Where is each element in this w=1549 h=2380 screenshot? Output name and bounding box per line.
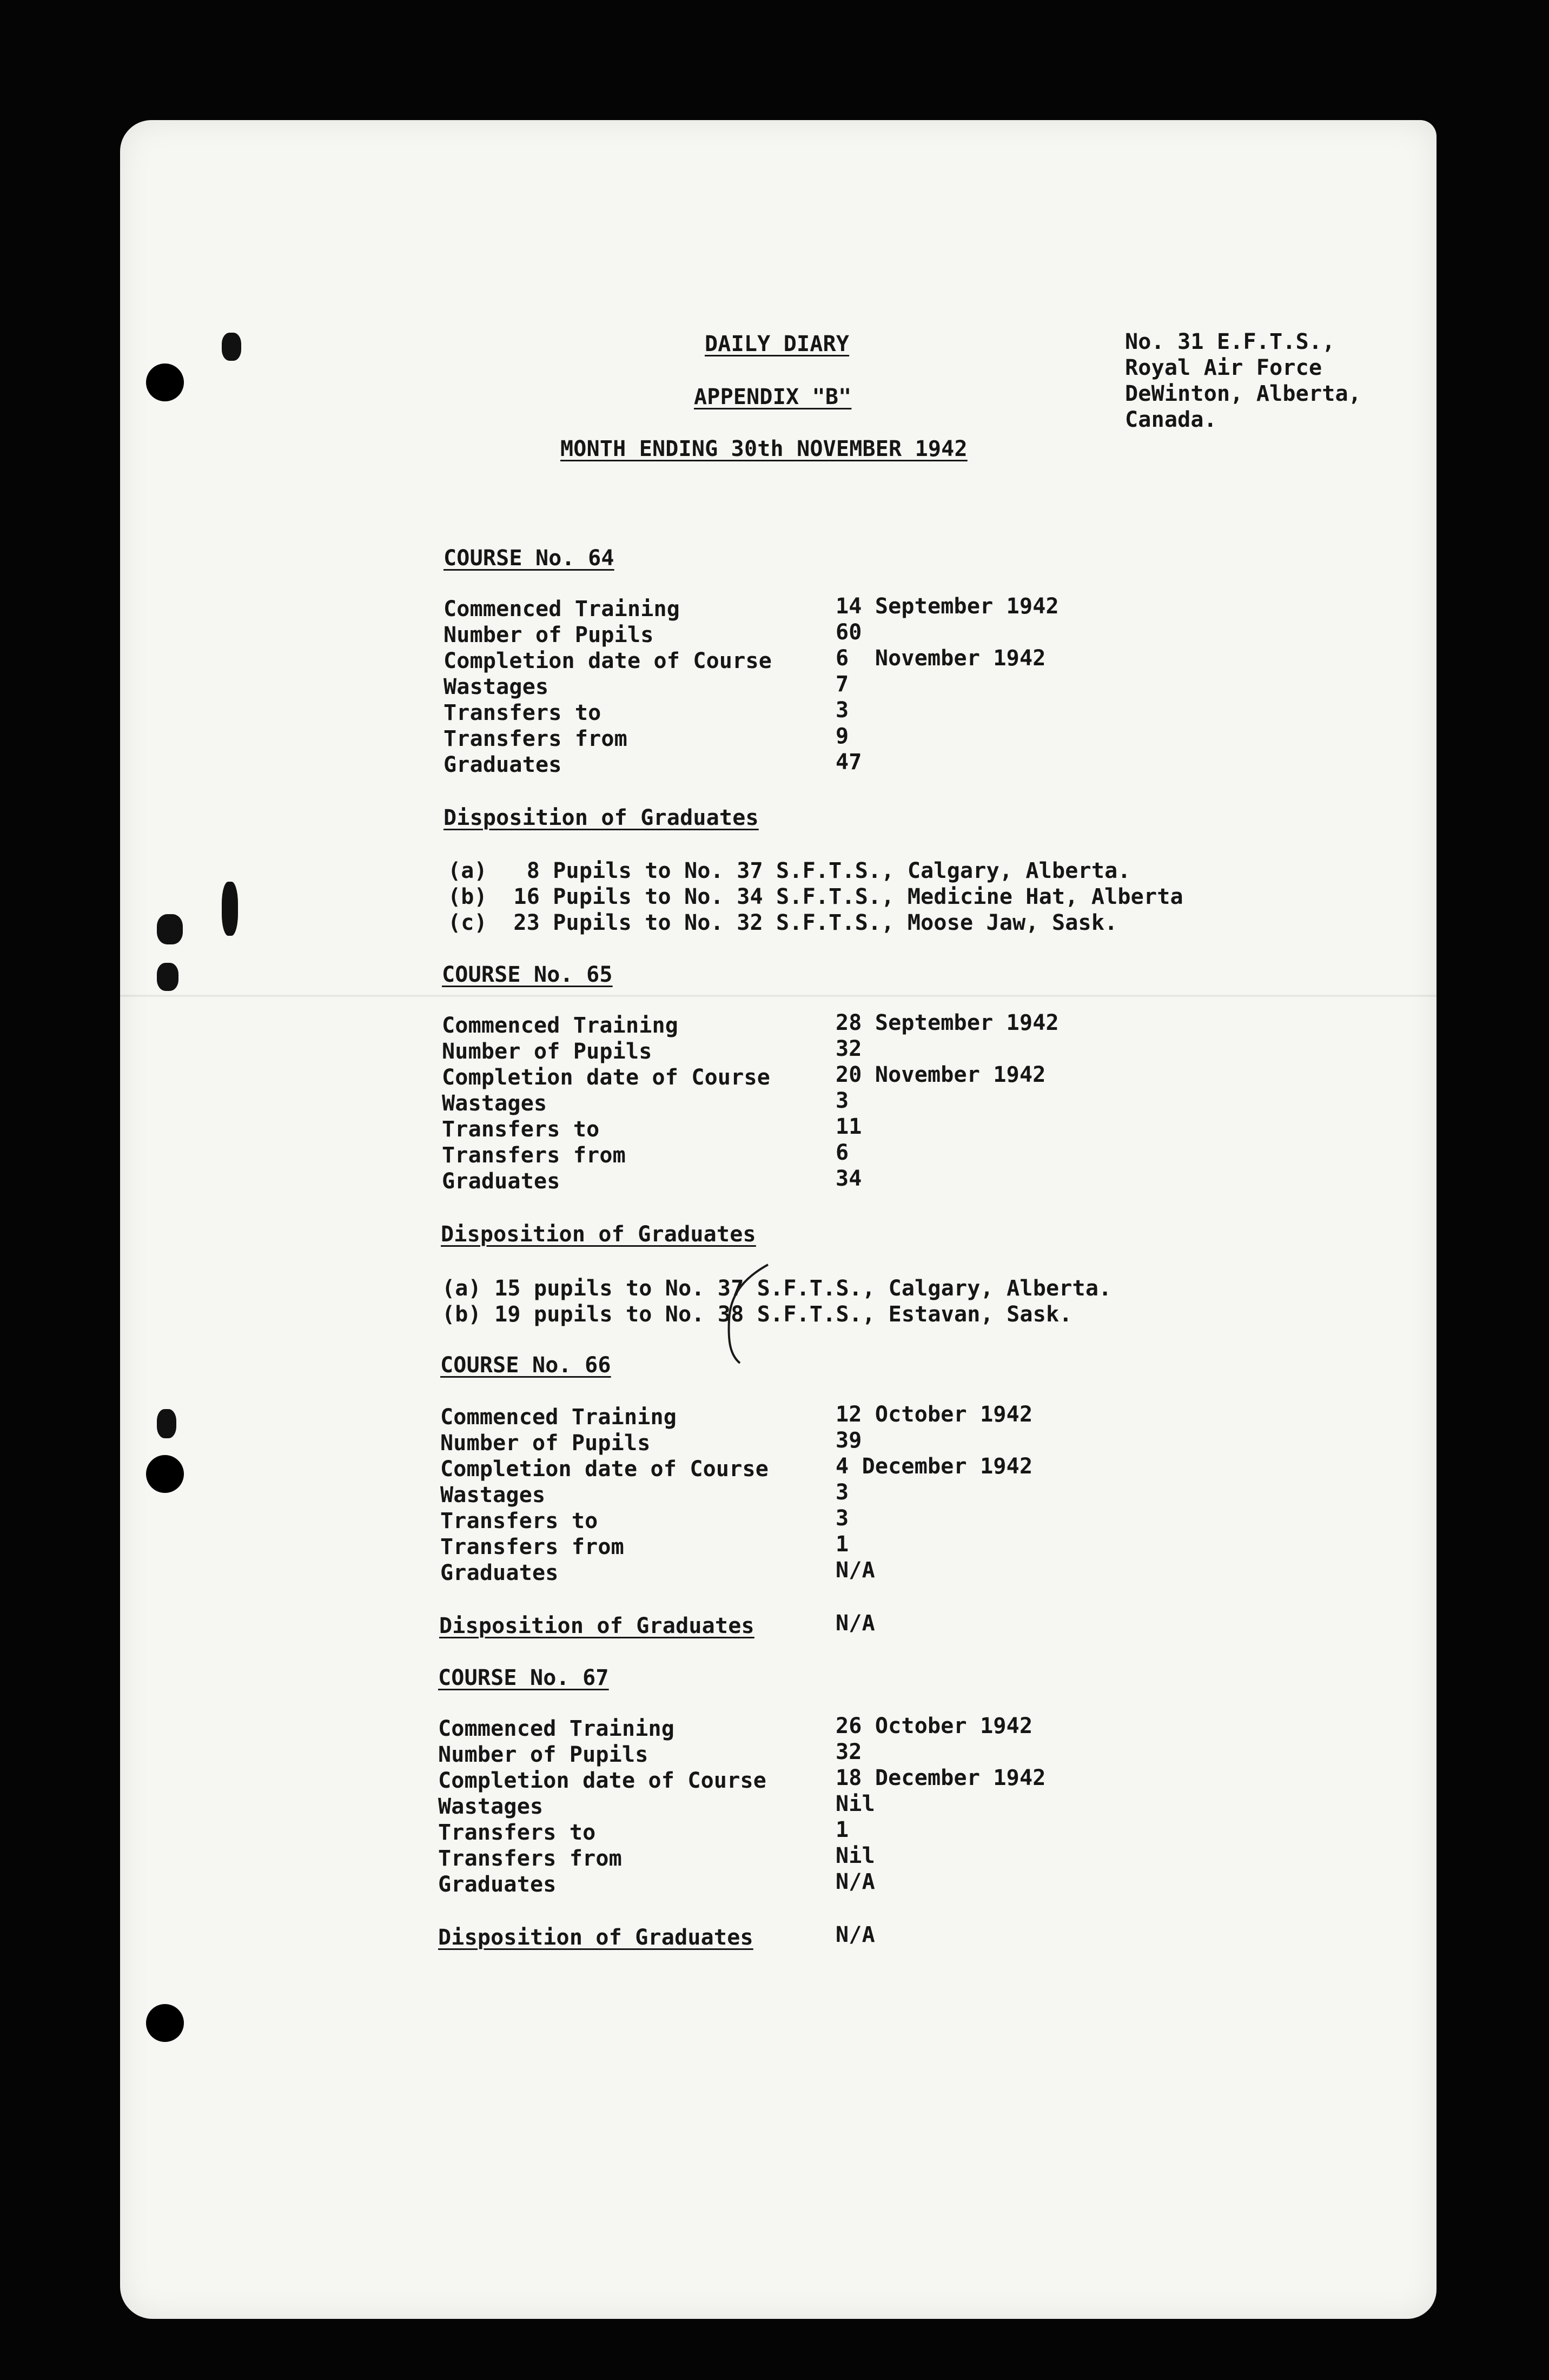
label-wastages: Wastages <box>442 1091 547 1116</box>
label-pupils: Number of Pupils <box>442 1039 652 1064</box>
disposition-heading: Disposition of Graduates <box>438 1925 753 1950</box>
course-65-title: COURSE No. 65 <box>442 962 613 987</box>
value-pupils: 60 <box>836 620 862 645</box>
address-line-3: DeWinton, Alberta, <box>1125 381 1362 406</box>
ink-smudge <box>157 1409 176 1438</box>
label-commenced: Commenced Training <box>443 597 680 622</box>
value-transfers-from: 6 <box>836 1140 849 1165</box>
disposition-heading: Disposition of Graduates <box>439 1614 754 1638</box>
ink-smudge <box>222 882 238 936</box>
binder-hole-bottom <box>146 2004 184 2042</box>
label-wastages: Wastages <box>440 1483 546 1508</box>
label-pupils: Number of Pupils <box>438 1742 648 1767</box>
disposition-value: N/A <box>836 1611 875 1636</box>
value-graduates: 47 <box>836 750 862 775</box>
course-64-title: COURSE No. 64 <box>443 546 614 571</box>
value-wastages: 7 <box>836 672 849 697</box>
address-line-4: Canada. <box>1125 407 1217 432</box>
address-line-2: Royal Air Force <box>1125 355 1322 380</box>
label-graduates: Graduates <box>442 1169 560 1194</box>
value-commenced: 14 September 1942 <box>836 594 1059 619</box>
label-transfers-from: Transfers from <box>443 726 627 751</box>
label-transfers-to: Transfers to <box>443 700 601 725</box>
label-transfers-to: Transfers to <box>442 1117 600 1142</box>
label-commenced: Commenced Training <box>438 1716 675 1741</box>
address-line-1: No. 31 E.F.T.S., <box>1125 329 1335 354</box>
label-pupils: Number of Pupils <box>443 623 654 647</box>
value-pupils: 39 <box>836 1428 862 1453</box>
value-transfers-to: 1 <box>836 1817 849 1842</box>
label-transfers-from: Transfers from <box>442 1143 626 1168</box>
ink-smudge <box>157 963 178 991</box>
page-fold <box>120 995 1437 997</box>
value-commenced: 12 October 1942 <box>836 1402 1033 1427</box>
ink-smudge <box>222 333 241 361</box>
value-completion: 18 December 1942 <box>836 1766 1046 1790</box>
appendix-title: APPENDIX "B" <box>694 385 852 409</box>
disposition-value: N/A <box>836 1922 875 1947</box>
value-commenced: 28 September 1942 <box>836 1010 1059 1035</box>
label-transfers-to: Transfers to <box>438 1820 596 1845</box>
disposition-line: (b) 16 Pupils to No. 34 S.F.T.S., Medicine Hat, Alberta <box>448 884 1183 909</box>
label-transfers-from: Transfers from <box>438 1846 622 1871</box>
value-completion: 6 November 1942 <box>836 646 1046 671</box>
label-transfers-to: Transfers to <box>440 1509 598 1533</box>
value-pupils: 32 <box>836 1036 862 1061</box>
value-wastages: 3 <box>836 1088 849 1113</box>
value-transfers-from: 9 <box>836 724 849 749</box>
label-transfers-from: Transfers from <box>440 1535 624 1559</box>
disposition-line: (b) 19 pupils to No. 38 S.F.T.S., Estavan, Sask. <box>442 1302 1073 1327</box>
binder-hole-middle <box>146 1455 184 1493</box>
label-completion: Completion date of Course <box>438 1768 767 1793</box>
value-wastages: Nil <box>836 1791 875 1816</box>
label-completion: Completion date of Course <box>440 1457 769 1482</box>
label-completion: Completion date of Course <box>443 649 772 673</box>
value-graduates: 34 <box>836 1166 862 1191</box>
disposition-line: (a) 15 pupils to No. 37 S.F.T.S., Calgary, Alberta. <box>442 1276 1112 1301</box>
value-transfers-to: 3 <box>836 1506 849 1531</box>
course-66-title: COURSE No. 66 <box>440 1353 611 1378</box>
value-transfers-to: 11 <box>836 1114 862 1139</box>
course-67-title: COURSE No. 67 <box>438 1665 609 1690</box>
value-graduates: N/A <box>836 1869 875 1894</box>
value-completion: 20 November 1942 <box>836 1062 1046 1087</box>
value-wastages: 3 <box>836 1480 849 1505</box>
value-completion: 4 December 1942 <box>836 1454 1033 1479</box>
disposition-heading: Disposition of Graduates <box>443 805 759 830</box>
label-wastages: Wastages <box>443 675 549 699</box>
month-ending: MONTH ENDING 30th NOVEMBER 1942 <box>560 437 968 461</box>
value-transfers-from: 1 <box>836 1532 849 1557</box>
disposition-heading: Disposition of Graduates <box>441 1222 756 1247</box>
handwritten-bracket <box>714 1260 779 1368</box>
value-pupils: 32 <box>836 1740 862 1764</box>
label-wastages: Wastages <box>438 1794 544 1819</box>
label-completion: Completion date of Course <box>442 1065 771 1090</box>
label-pupils: Number of Pupils <box>440 1431 651 1456</box>
label-graduates: Graduates <box>438 1872 557 1897</box>
value-transfers-to: 3 <box>836 698 849 723</box>
ink-smudge <box>157 914 183 944</box>
label-commenced: Commenced Training <box>442 1013 679 1038</box>
disposition-line: (c) 23 Pupils to No. 32 S.F.T.S., Moose Jaw, Sask. <box>448 910 1118 935</box>
value-graduates: N/A <box>836 1558 875 1583</box>
label-graduates: Graduates <box>443 752 562 777</box>
value-commenced: 26 October 1942 <box>836 1714 1033 1738</box>
disposition-line: (a) 8 Pupils to No. 37 S.F.T.S., Calgary, Alberta. <box>448 858 1131 883</box>
value-transfers-from: Nil <box>836 1843 875 1868</box>
binder-hole-top <box>146 363 184 401</box>
label-graduates: Graduates <box>440 1561 559 1585</box>
label-commenced: Commenced Training <box>440 1405 677 1430</box>
diary-title: DAILY DIARY <box>705 332 850 356</box>
